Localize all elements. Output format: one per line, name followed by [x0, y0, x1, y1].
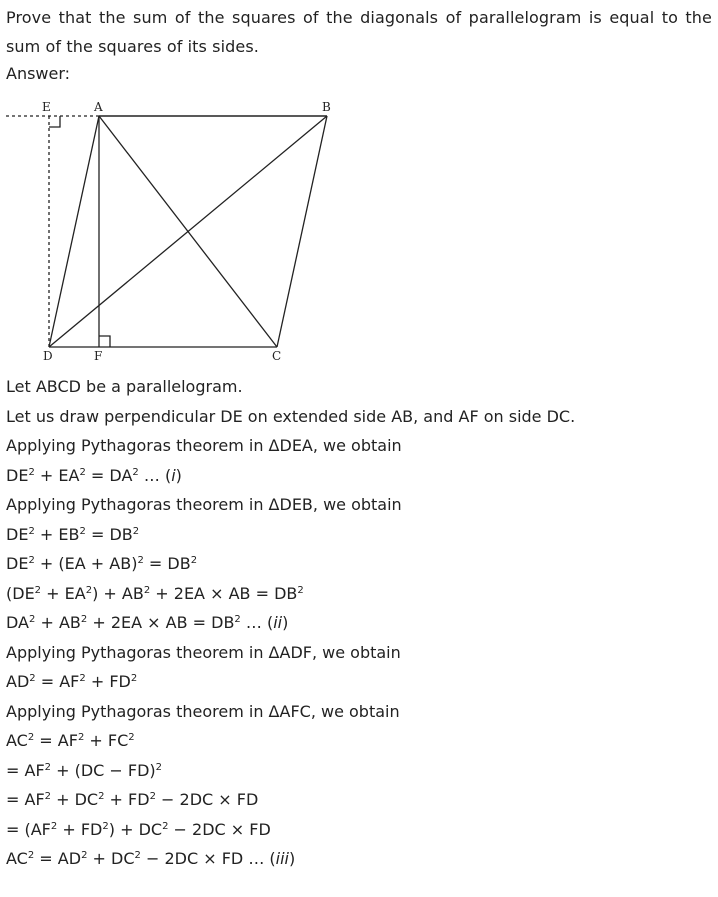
apply-deb-line: Applying Pythagoras theorem in ΔDEB, we obtain	[6, 495, 402, 514]
equation-4: $(DE^2 + EA^2) + AB^2 + 2EA$ × AB = $DB^2$	[6, 583, 304, 603]
question-text: Prove that the sum of the squares of the diagonals of parallelogram is equal to the sum of the squares of its sides.	[6, 8, 712, 56]
vertex-label-f: F	[94, 349, 103, 363]
vertex-label-a: A	[94, 100, 103, 114]
apply-adf-line: Applying Pythagoras theorem in ΔADF, we obtain	[6, 642, 401, 662]
right-angle-marker-f	[99, 336, 110, 347]
equation-5: $DA^2 + AB^2 + 2EA$ × AB = $DB^2$ … (ii)	[6, 613, 289, 632]
equation-8: = $AF^2 + (DC - FD)^2$	[6, 760, 163, 780]
equation-7: $AC^2 = AF^2 + FC^2$	[6, 731, 135, 750]
equation-2: $DE^2 + EB^2 = DB^2$	[6, 524, 140, 544]
apply-afc-line: Applying Pythagoras theorem in ΔAFC, we obtain	[6, 701, 400, 721]
vertex-label-c: C	[272, 349, 282, 363]
parallelogram-figure	[0, 95, 350, 365]
vertex-label-d: D	[43, 349, 53, 363]
vertex-label-b: B	[322, 100, 331, 114]
equation-11: $AC^2 = AD^2 + DC^2 - 2DC$ × FD … (iii)	[6, 849, 296, 868]
answer-label: Answer:	[6, 64, 71, 83]
equation-9: = $AF^2 + DC^2 + FD^2 - 2DC$ × FD	[6, 790, 259, 809]
diagonal-db	[49, 116, 327, 347]
vertex-label-e: E	[42, 100, 51, 114]
right-angle-marker-e	[49, 116, 60, 127]
intro-line-2: Let us draw perpendicular DE on extended side AB, and AF on side DC.	[6, 406, 576, 426]
solution-steps	[6, 372, 575, 874]
intro-line-1: Let ABCD be a parallelogram.	[6, 377, 243, 396]
equation-3: $DE^2 + (EA + AB)^2 = DB^2$	[6, 554, 198, 573]
equation-1: $DE^2 + EA^2 = DA^2$ … (i)	[6, 465, 182, 485]
apply-dea-line: Applying Pythagoras theorem in ΔDEA, we obtain	[6, 436, 402, 455]
equation-10: = $(AF^2 + FD^2) + DC^2 - 2DC$ × FD	[6, 819, 271, 839]
equation-6: $AD^2 = AF^2 + FD^2$	[6, 672, 138, 691]
